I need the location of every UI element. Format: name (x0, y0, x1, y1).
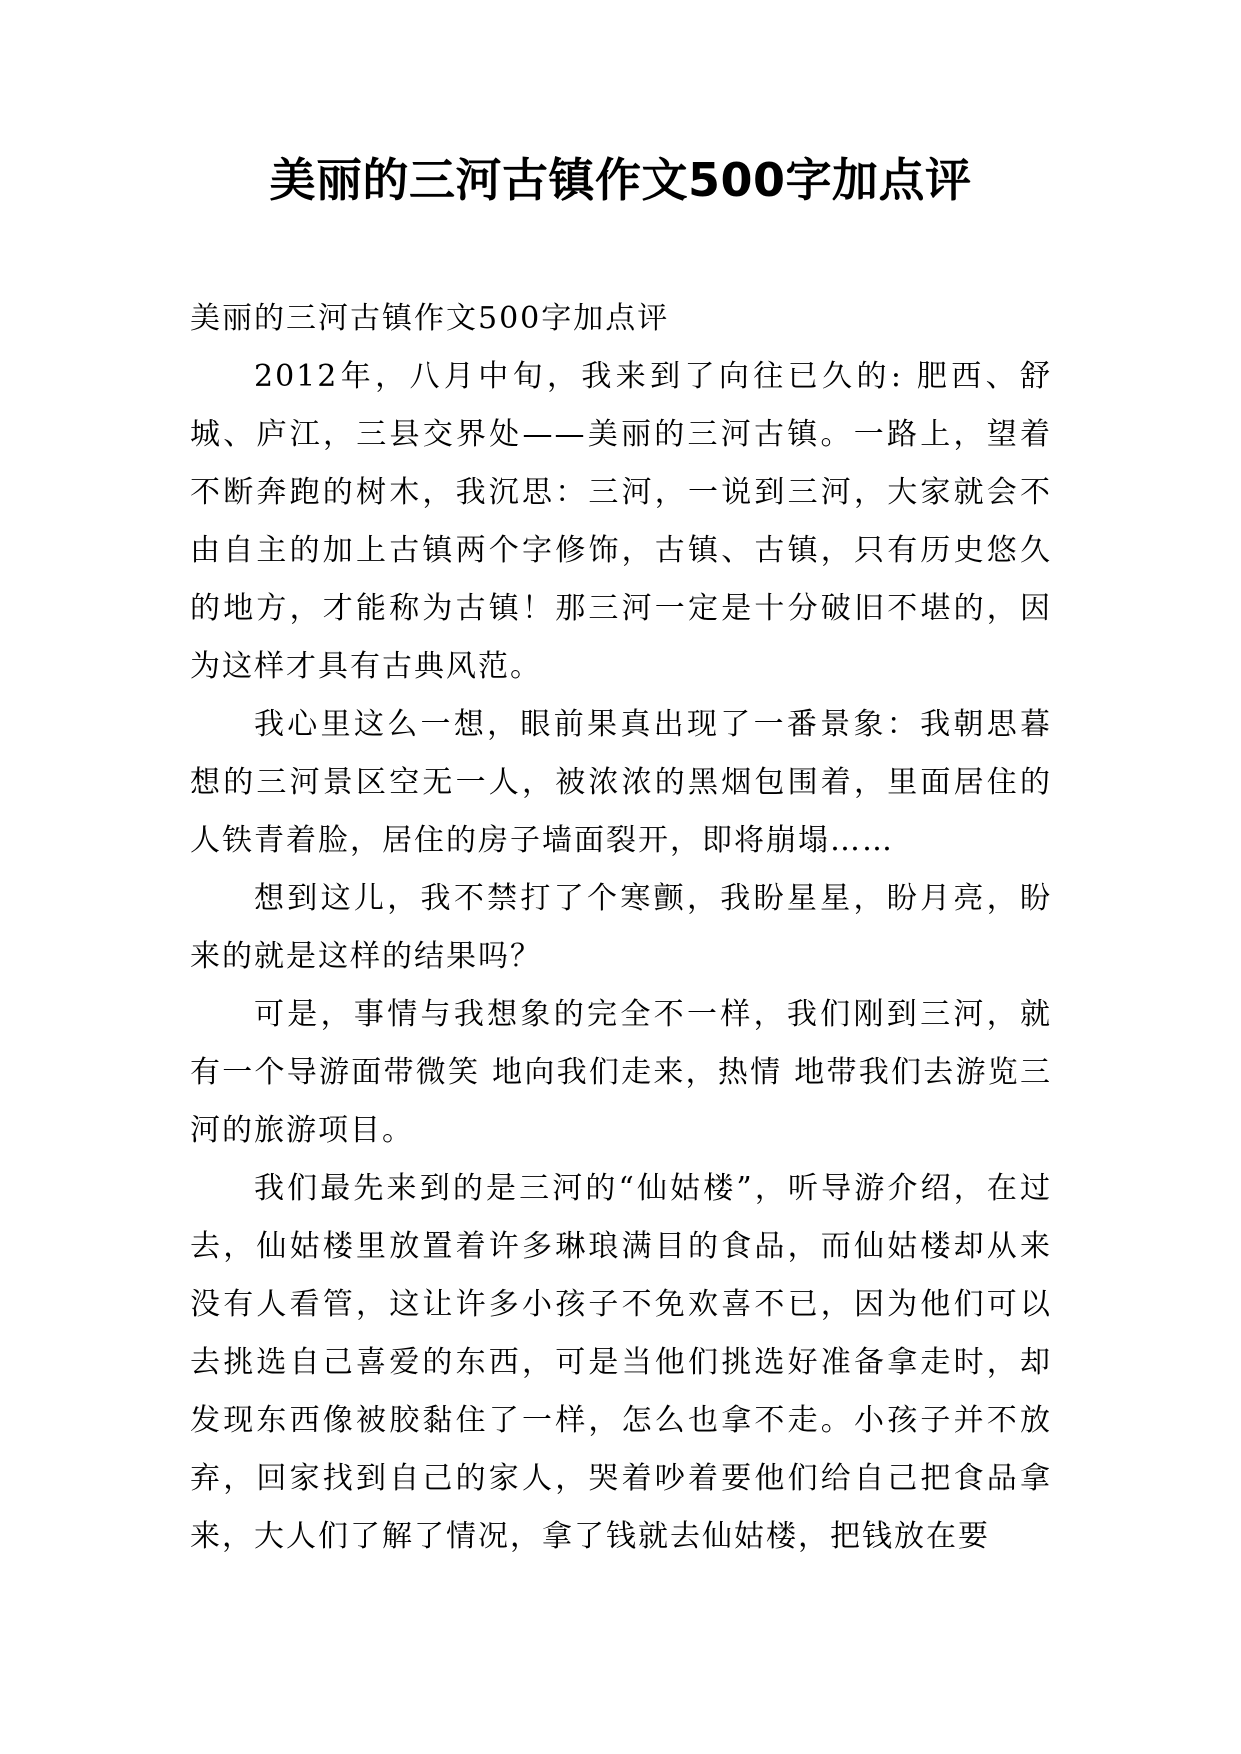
paragraph: 想到这儿，我不禁打了个寒颤，我盼星星，盼月亮，盼来的就是这样的结果吗？ (190, 881, 1052, 974)
document-title: 美丽的三河古镇作文500字加点评 (269, 153, 972, 207)
paragraph: 我心里这么一想，眼前果真出现了一番景象：我朝思暮想的三河景区空无一人，被浓浓的黑烟包围着，里面居住的人铁青着脸，居住的房子墙面裂开，即将崩塌…… (190, 707, 1052, 858)
paragraph: 可是，事情与我想象的完全不一样，我们刚到三河，就有一个导游面带微笑 地向我们走来，热情 地带我们去游览三河的旅游项目。 (190, 997, 1052, 1148)
paragraph: 2012年，八月中旬，我来到了向往已久的: 肥西、舒城、庐江，三县交界处——美丽的三河古镇。一路上，望着不断奔跑的树木，我沉思：三河，一说到三河，大家就会不由自主的加上古镇两个字修饰，古镇、古镇，只有历史悠久的地方，才能称为古镇！那三河一定是十分破旧不堪的，因为这样才具有古典风范。 (190, 359, 1052, 684)
document-body (190, 290, 1052, 1566)
document-subtitle: 美丽的三河古镇作文500字加点评 (190, 301, 670, 336)
paragraph: 我们最先来到的是三河的“仙姑楼”，听导游介绍，在过去，仙姑楼里放置着许多琳琅满目的食品，而仙姑楼却从来没有人看管，这让许多小孩子不免欢喜不已，因为他们可以去挑选自己喜爱的东西，可是当他们挑选好准备拿走时，却发现东西像被胶黏住了一样，怎么也拿不走。小孩子并不放弃，回家找到自己的家人，哭着吵着要他们给自己把食品拿来，大人们了解了情况，拿了钱就去仙姑楼，把钱放在要 (190, 1171, 1052, 1554)
